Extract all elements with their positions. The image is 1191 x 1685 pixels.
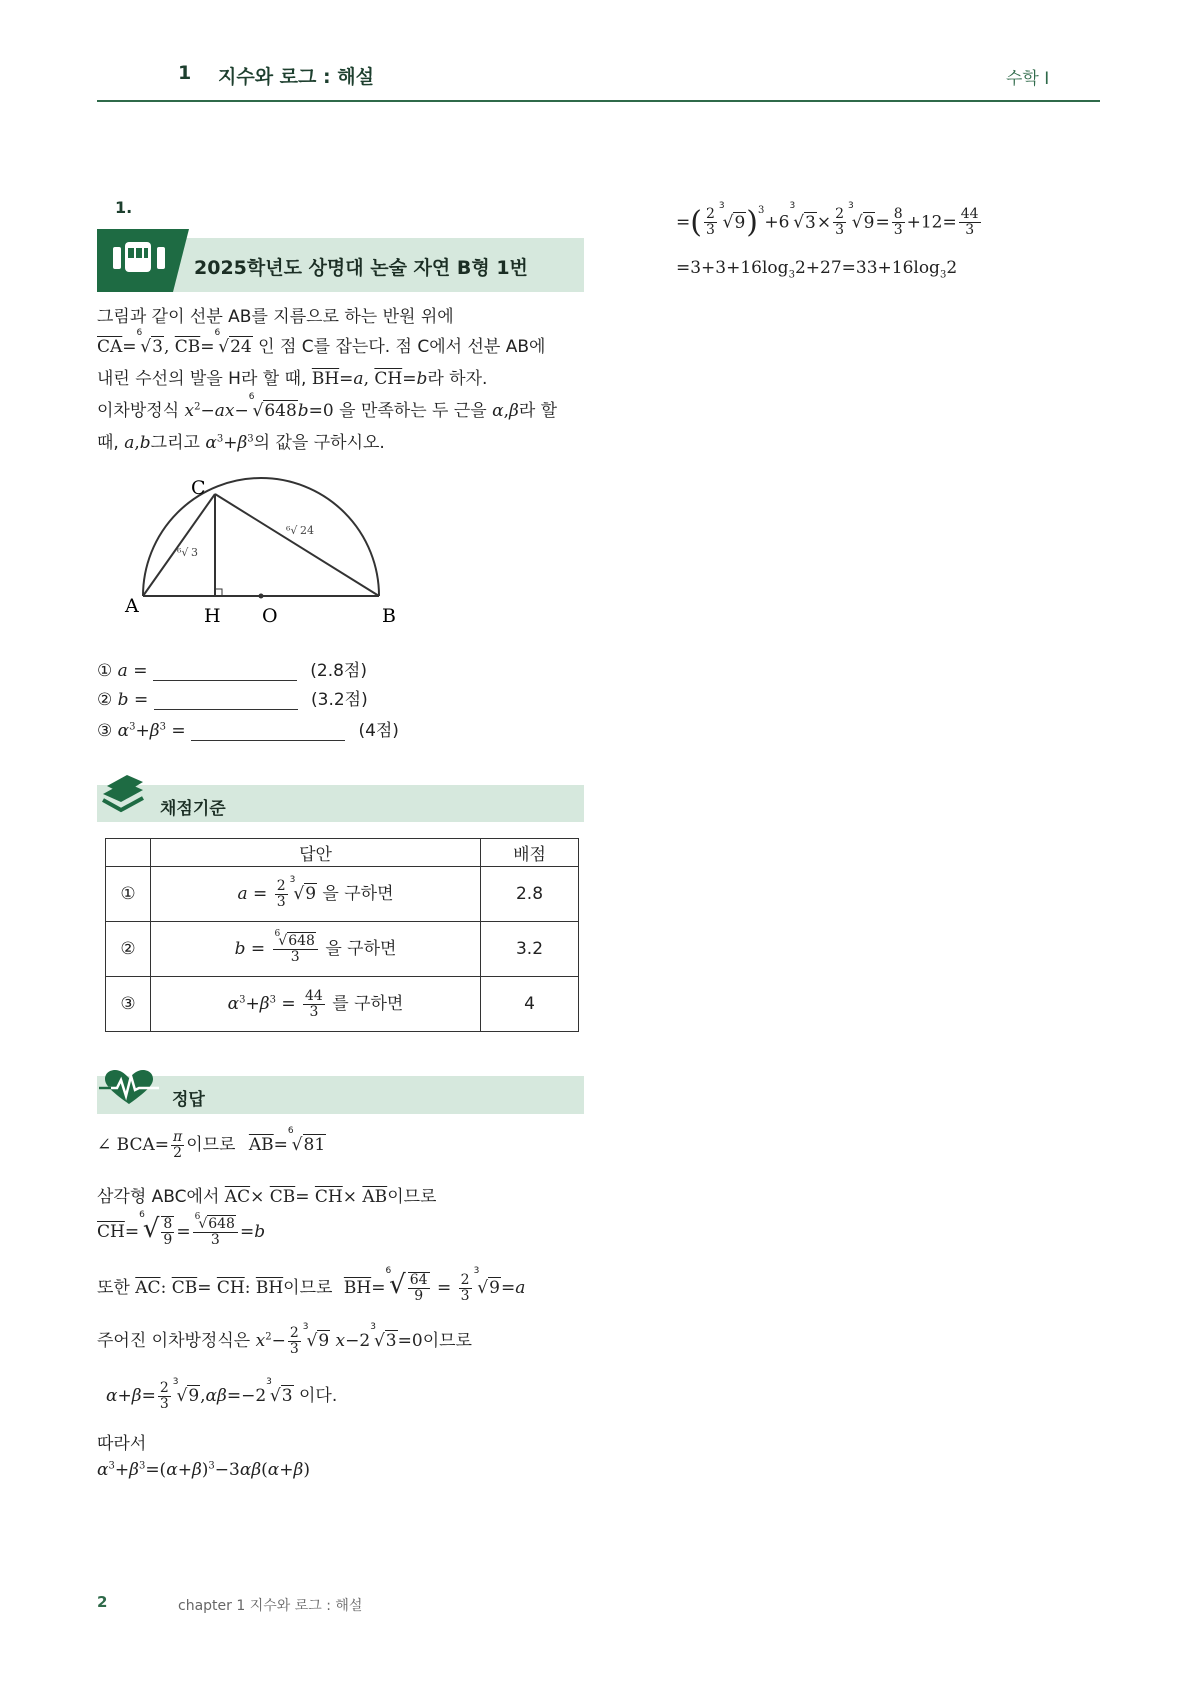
scoring-table	[105, 838, 579, 1032]
table-row: ① a = $\frac{2}{3}$ $^3$√9 을 구하면 2.8	[106, 867, 579, 922]
svg-text:3: 3	[191, 546, 198, 559]
books-icon	[99, 770, 147, 820]
question-number: 1.	[115, 198, 133, 217]
figure-label-c: C	[191, 477, 206, 499]
solution-right-line-1: =( $\frac{2}{3}$ $^3√9)^3+6^3√3\times$ $\frac{2}{3}$ $^3$√9= $\frac{8}{3}$ +12= $\frac{44}{3}$	[676, 201, 979, 240]
solution-line-3: $\overline{CH}=^6√$ $\frac{8}{9}$ = $\frac{^6√648}{3}$ =b	[97, 1210, 266, 1248]
answer-title: 정답	[172, 1090, 205, 1110]
header-divider	[97, 100, 1100, 102]
problem-line-2: $\overline{CA}=^6√3$, $\overline{CB}=^6√24$ 인 점 C를 잡는다. 점 C에서 선분 AB에	[97, 328, 546, 357]
table-header-row	[106, 839, 579, 867]
problem-title: 2025학년도 상명대 논술 자연 B형 1번	[194, 257, 528, 279]
figure-side-cb-label	[286, 524, 314, 537]
figure-side-ca-label	[177, 546, 198, 559]
figure-label-a: A	[125, 595, 139, 617]
answer-blank-sum[interactable]	[191, 740, 345, 741]
problem-line-4: 이차방정식 $x^2-ax-^6√648b=0$ 을 만족하는 두 근을 α,β라 할	[97, 392, 558, 421]
solution-right-line-2: $=3+3+16\log_32+27=33+16\log_32$	[676, 258, 958, 281]
answer-blank-b[interactable]	[154, 709, 298, 710]
problem-banner-icon	[97, 229, 189, 296]
solution-line-1: ∠ BCA= $\frac{\pi}{2}$ 이므로 $\overline{AB}=^6√81$	[97, 1126, 326, 1161]
svg-text:24: 24	[300, 524, 314, 537]
svg-text:⁶√: ⁶√	[177, 546, 189, 559]
solution-line-7: 따라서	[97, 1434, 147, 1454]
figure-label-h: H	[204, 605, 221, 627]
table-row: ② b = $\frac{^6√648}{3}$ 을 구하면 3.2	[106, 922, 579, 977]
figure-label-o: O	[262, 605, 278, 627]
solution-line-6: α+β= $\frac{2}{3}$ $^3√9,\alpha\beta=-2^3√3$ 이다.	[106, 1377, 338, 1412]
answer-line-1: ① a = (2.8점)	[97, 661, 367, 681]
answer-blank-a[interactable]	[153, 680, 297, 681]
answer-banner	[97, 1076, 584, 1114]
page-number: 2	[97, 1593, 108, 1611]
svg-text:⁶√: ⁶√	[286, 524, 298, 537]
heartbeat-icon	[99, 1068, 159, 1112]
semicircle-figure	[120, 470, 410, 630]
answer-line-2: ② b = (3.2점)	[97, 690, 368, 710]
table-header-answer: 답안	[151, 839, 481, 867]
problem-line-5: 때, a,b그리고 $\alpha^3+\beta^3$의 값을 구하시오.	[97, 433, 385, 453]
problem-line-3: 내린 수선의 발을 H라 할 때, $\overline{BH}=a$, $\overline{CH}=b$라 하자.	[97, 369, 488, 389]
problem-line-1: 그림과 같이 선분 AB를 지름으로 하는 반원 위에	[97, 307, 454, 327]
solution-line-5: 주어진 이차방정식은 $x^2-$ $\frac{2}{3}$ $^3$√9 $x-2^3√3=0$이므로	[97, 1322, 472, 1357]
table-row: ③ $\alpha^3+\beta^3$ = $\frac{44}{3}$ 를 구하면 4	[106, 977, 579, 1032]
scoring-title: 채점기준	[160, 799, 226, 819]
answer-line-3: ③ $\alpha^3+\beta^3 = (4$점)	[97, 721, 399, 741]
solution-line-8: $\alpha^3+\beta^3=(\alpha+\beta)^3-3\alpha\beta(\alpha+\beta)$	[97, 1460, 310, 1480]
solution-line-4: 또한 $\overline{AC}$: $\overline{CB}= \overline{CH}$: $\overline{BH}$이므로 $\overline{BH}=^6√$ $\frac{64}{9}$ = $\frac{2}{3}$ $^3$√9=a	[97, 1266, 526, 1304]
solution-line-2: 삼각형 ABC에서 $\overline{AC}\times \overline{CB}= \overline{CH}\times \overline{AB}$이므로	[97, 1187, 437, 1207]
chapter-number: 1	[178, 62, 192, 84]
chapter-title: 지수와 로그 : 해설	[218, 66, 374, 88]
table-header-score: 배점	[481, 839, 579, 867]
figure-label-b: B	[382, 605, 396, 627]
footer-text: chapter 1 지수와 로그 : 해설	[178, 1598, 363, 1614]
subject-label: 수학 I	[1006, 69, 1050, 89]
